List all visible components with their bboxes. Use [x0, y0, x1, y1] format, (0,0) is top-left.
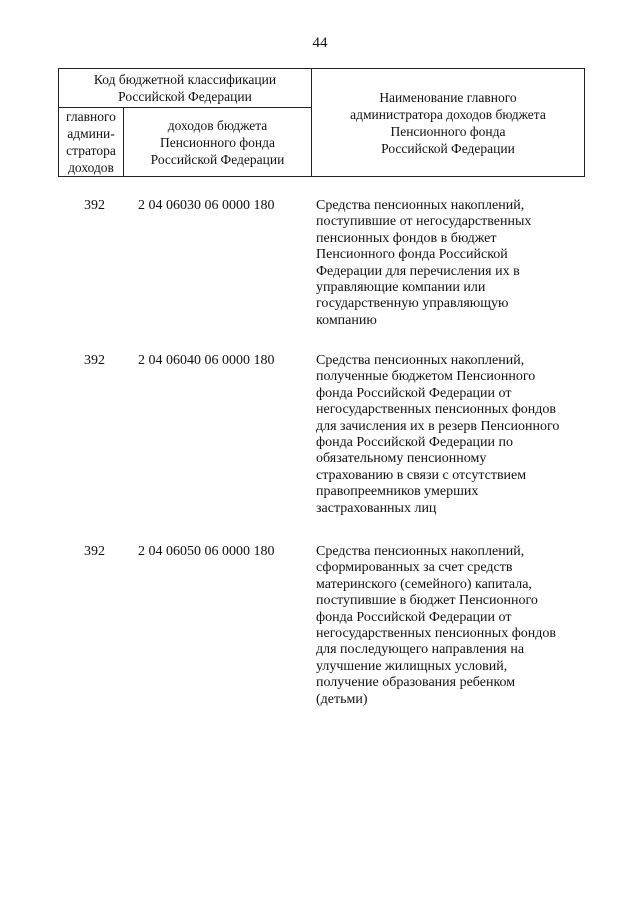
description-line: улучшение жилищных условий, — [316, 658, 508, 674]
description-line: для зачисления их в резерв Пенсионного — [316, 418, 560, 434]
description-line: полученные бюджетом Пенсионного — [316, 369, 536, 385]
income-description — [316, 353, 586, 517]
header-group-title-line: Код бюджетной классификации — [93, 72, 277, 87]
header-admin-line: админи- — [67, 126, 115, 141]
description-line: Средства пенсионных накоплений, — [316, 353, 525, 368]
header-name-line: администратора доходов бюджета — [350, 106, 546, 122]
header-income-line: доходов бюджета — [167, 117, 268, 133]
classification-code: 2 04 06050 06 0000 180 — [138, 544, 275, 559]
header-admin-line: главного — [66, 109, 116, 124]
description-line: страхованию в связи с отсутствием — [316, 467, 527, 483]
admin-code: 392 — [84, 198, 105, 213]
table-header — [58, 68, 585, 177]
page-number: 44 — [312, 35, 328, 51]
header-group-title-line: Российской Федерации — [118, 89, 252, 104]
description-line: для последующего направления на — [316, 642, 525, 658]
header-name-line: Наименование главного — [379, 89, 517, 105]
description-line: поступившие в бюджет Пенсионного — [316, 593, 538, 609]
header-administrator-name — [312, 69, 585, 177]
description-line: фонда Российской Федерации по — [316, 435, 514, 451]
description-line: Пенсионного фонда Российской — [316, 247, 508, 263]
description-line: застрахованных лиц — [316, 500, 437, 516]
admin-code: 392 — [84, 353, 105, 368]
description-line: пенсионных фондов в бюджет — [316, 230, 497, 246]
header-chief-administrator — [59, 108, 124, 177]
description-line: государственную управляющую — [316, 296, 509, 312]
header-name-line: Пенсионного фонда — [390, 123, 506, 139]
header-income-line: Пенсионного фонда — [159, 134, 276, 150]
description-line: получение образования ребенком — [316, 675, 516, 691]
description-line: Средства пенсионных накоплений, — [316, 198, 525, 213]
header-admin-line: стратора — [66, 143, 116, 158]
description-line: фонда Российской Федерации от — [316, 385, 512, 401]
description-line: обязательному пенсионному — [316, 451, 487, 467]
header-pension-fund-income — [124, 108, 312, 177]
classification-code: 2 04 06040 06 0000 180 — [138, 353, 275, 368]
description-line: Средства пенсионных накоплений, — [316, 544, 525, 559]
description-line: (детьми) — [316, 691, 368, 707]
income-description — [316, 198, 586, 329]
description-line: управляющие компании или — [316, 280, 486, 296]
admin-code: 392 — [84, 544, 105, 559]
header-admin-line: доходов — [68, 160, 114, 175]
description-line: правопреемников умерших — [316, 484, 479, 500]
description-line: негосударственных пенсионных фондов — [316, 402, 556, 418]
description-line: фонда Российской Федерации от — [316, 609, 512, 625]
description-line: негосударственных пенсионных фондов — [316, 626, 556, 642]
header-name-line: Российской Федерации — [381, 140, 515, 156]
description-line: материнского (семейного) капитала, — [316, 576, 532, 592]
description-line: компанию — [316, 312, 377, 328]
header-income-line: Российской Федерации — [150, 151, 285, 167]
classification-code: 2 04 06030 06 0000 180 — [138, 198, 275, 213]
description-line: Федерации для перечисления их в — [316, 263, 520, 279]
income-description — [316, 544, 586, 708]
description-line: сформированных за счет средств — [316, 560, 513, 576]
header-budget-classification-code — [59, 69, 312, 108]
description-line: поступившие от негосударственных — [316, 214, 532, 230]
